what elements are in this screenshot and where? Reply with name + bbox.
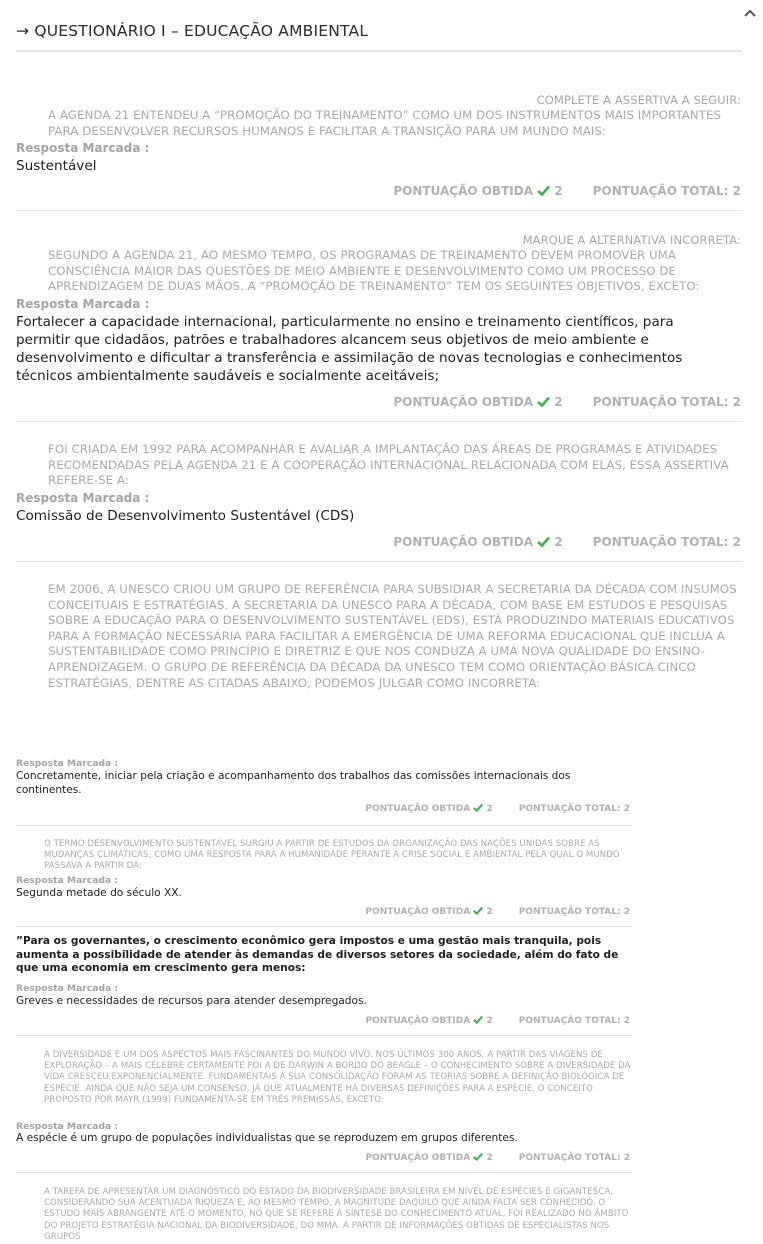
- score-total-label: PONTUAÇÃO TOTAL:: [518, 1016, 621, 1026]
- score-total-label: PONTUAÇÃO TOTAL:: [592, 395, 729, 409]
- question-intro: COMPLETE A ASSERTIVA A SEGUIR:: [536, 93, 741, 107]
- score-obtained-label: PONTUAÇÃO OBTIDA: [365, 1016, 471, 1026]
- score-obtained-label: PONTUAÇÃO OBTIDA: [393, 395, 533, 409]
- divider: [16, 825, 632, 826]
- score-obtained-label: PONTUAÇÃO OBTIDA: [393, 535, 533, 549]
- check-icon: [537, 396, 550, 407]
- answer-label: Resposta Marcada :: [16, 983, 119, 994]
- score-obtained-value: 2: [486, 907, 493, 917]
- score-obtained-value: 2: [486, 1153, 493, 1163]
- question-text: A DIVERSIDADE É UM DOS ASPECTOS MAIS FASCINANTES DO MUNDO VIVO. NOS ÚLTIMOS 300 ANOS, A PARTIR DAS VIAGENS DE EXPLORAÇÃO – A MAIS CÉLEBRE CERTAMENTE FOI A DE DARWIN A BORDO DO BEAGLE – O CONHECIMENTO SOBRE A DIVERSIDADE DA VIDA CRESCEU EXPONENCIALMENTE. FUNDAMENTAIS À SUA CONSOLIDAÇÃO FORAM AS TEORIAS SOBRE A DEFINIÇÃO BIOLÓGICA DE ESPÉCIE. AINDA QUE NÃO SEJA UM CONSENSO, JÁ QUE ATUALMENTE HÁ DIVERSAS DEFINIÇÕES PARA A ESPÉCIE, O CONCEITO PROPOSTO POR MAYR (1999) FUNDAMENTA-SE EM TRÊS PREMISSAS, EXCETO:: [44, 1050, 631, 1105]
- score-total-value: 2: [623, 804, 630, 814]
- score-total-label: PONTUAÇÃO TOTAL:: [518, 907, 621, 917]
- divider: [16, 1035, 632, 1036]
- score-total-value: 2: [732, 184, 741, 198]
- score-obtained-value: 2: [554, 535, 563, 549]
- score-line: [393, 535, 741, 549]
- question-text: A TAREFA DE APRESENTAR UM DIAGNÓSTICO DO ESTADO DA BIODIVERSIDADE BRASILEIRA EM NÍVEL DE ESPÉCIES É GIGANTESCA, CONSIDERANDO SUA ACENTUADA RIQUEZA E, AO MESMO TEMPO, A MAGNITUDE DAQUILO QUE AINDA FALTA SER CONHECIDO. O ESTUDO MAIS ABRANGENTE ATÉ O MOMENTO, NO QUE SE REFERE À SÍNTESE DO CONHECIMENTO ATUAL, FOI REALIZADO NO ÂMBITO DO PROJETO ESTRATÉGIA NACIONAL DA BIODIVERSIDADE, DO MMA. A PARTIR DE INFORMAÇÕES OBTIDAS DE ESPECIALISTAS NOS GRUPOS: [44, 1187, 629, 1242]
- score-obtained-value: 2: [486, 1016, 493, 1026]
- check-icon: [473, 1152, 483, 1161]
- score-total-value: 2: [623, 907, 630, 917]
- divider: [16, 421, 742, 422]
- answer-text: Comissão de Desenvolvimento Sustentável (CDS): [16, 508, 355, 524]
- question-text: O TERMO DESENVOLVIMENTO SUSTENTÁVEL SURGIU A PARTIR DE ESTUDOS DA ORGANIZAÇÃO DAS NAÇÕES UNIDAS SOBRE AS MUDANÇAS CLIMÁTICAS, COMO UMA RESPOSTA PARA A HUMANIDADE PERANTE A CRISE SOCIAL E AMBIENTAL PELA QUAL O MUNDO PASSAVA A PARTIR DA:: [44, 839, 620, 872]
- score-line: [393, 184, 741, 198]
- score-obtained-label: PONTUAÇÃO OBTIDA: [393, 184, 533, 198]
- answer-text: Segunda metade do século XX.: [16, 887, 182, 899]
- page-title: → QUESTIONÁRIO I – EDUCAÇÃO AMBIENTAL: [16, 22, 742, 52]
- answer-label: Resposta Marcada :: [16, 875, 119, 886]
- score-line: [393, 395, 741, 409]
- question-text: FOI CRIADA EM 1992 PARA ACOMPANHAR E AVALIAR A IMPLANTAÇÃO DAS ÁREAS DE PROGRAMAS E ATIVIDADES RECOMENDADAS PELA AGENDA 21 E A COOPERAÇÃO INTERNACIONAL RELACIONADA COM ELAS, ESSA ASSERTIVA REFERE-SE A:: [48, 442, 729, 488]
- answer-label: Resposta Marcada :: [16, 758, 119, 769]
- answer-text: A espécie é um grupo de populações individualistas que se reproduzem em grupos diferentes.: [16, 1132, 518, 1144]
- question-text: SEGUNDO A AGENDA 21, AO MESMO TEMPO, OS PROGRAMAS DE TREINAMENTO DEVEM PROMOVER UMA CONSCIÊNCIA MAIOR DAS QUESTÕES DE MEIO AMBIENTE E DESENVOLVIMENTO COMO UM PROCESSO DE APRENDIZAGEM DE DUAS MÃOS. A “PROMOÇÃO DE TREINAMENTO” TEM OS SEGUINTES OBJETIVOS, EXCETO:: [48, 248, 700, 294]
- answer-text: Fortalecer a capacidade internacional, particularmente no ensino e treinamento científicos, para permitir que cidadãos, patrões e trabalhadores alcancem seus objetivos de meio ambiente e desenvolvimento e dificultar a transferência e assimilação de novas tecnologias e conhecimentos técnicos ambientalmente saudáveis e socialmente aceitáveis;: [16, 314, 683, 384]
- score-line: [366, 1152, 630, 1163]
- question-text: ”Para os governantes, o crescimento econômico gera impostos e uma gestão mais tranquila, pois aumenta a possibilidade de atender às demandas de diversos setores da sociedade, além do fato de que uma economia em crescimento gera menos:: [16, 935, 619, 975]
- score-total-value: 2: [623, 1016, 630, 1026]
- score-line: [366, 1015, 630, 1026]
- answer-label: Resposta Marcada :: [16, 491, 150, 505]
- score-total-value: 2: [623, 1153, 630, 1163]
- answer-text: Greves e necessidades de recursos para atender desempregados.: [16, 995, 367, 1007]
- score-obtained-value: 2: [554, 184, 563, 198]
- question-text: EM 2006, A UNESCO CRIOU UM GRUPO DE REFERÊNCIA PARA SUBSIDIAR A SECRETARIA DA DÉCADA COM INSUMOS CONCEITUAIS E ESTRATÉGIAS. A SECRETARIA DA UNESCO PARA A DÉCADA, COM BASE EM ESTUDOS E PESQUISAS SOBRE A EDUCAÇÃO PARA O DESENVOLVIMENTO SUSTENTÁVEL (EDS), ESTÁ PRODUZINDO MATERIAIS EDUCATIVOS PARA A FORMAÇÃO NECESSÁRIA PARA FACILITAR A EMERGÊNCIA DE UMA REFORMA EDUCACIONAL QUE INCLUA A SUSTENTABILIDADE COMO PRINCÍPIO E DIRETRIZ E QUE NOS CONDUZA A UMA NOVA QUALIDADE DO ENSINO-APRENDIZAGEM. O GRUPO DE REFERÊNCIA DA DÉCADA DA UNESCO TEM COMO ORIENTAÇÃO BÁSICA CINCO ESTRATÉGIAS, DENTRE AS CITADAS ABAIXO, PODEMOS JULGAR COMO INCORRETA:: [48, 582, 737, 690]
- score-total-label: PONTUAÇÃO TOTAL:: [592, 535, 729, 549]
- score-total-label: PONTUAÇÃO TOTAL:: [592, 184, 729, 198]
- score-line: [366, 803, 630, 814]
- score-obtained-value: 2: [486, 804, 493, 814]
- score-line: [366, 906, 630, 917]
- check-icon: [473, 906, 483, 915]
- collapse-icon[interactable]: [743, 8, 757, 18]
- answer-text: Sustentável: [16, 158, 97, 174]
- score-total-value: 2: [732, 535, 741, 549]
- question-intro: MARQUE A ALTERNATIVA INCORRETA:: [522, 233, 741, 247]
- score-total-label: PONTUAÇÃO TOTAL:: [518, 1153, 621, 1163]
- answer-text: Concretamente, iniciar pela criação e acompanhamento dos trabalhos das comissões internacionais dos continentes.: [16, 770, 571, 796]
- divider: [16, 1172, 632, 1173]
- divider: [16, 210, 742, 211]
- score-obtained-label: PONTUAÇÃO OBTIDA: [365, 907, 471, 917]
- score-total-value: 2: [732, 395, 741, 409]
- score-obtained-label: PONTUAÇÃO OBTIDA: [365, 804, 471, 814]
- check-icon: [473, 803, 483, 812]
- score-obtained-label: PONTUAÇÃO OBTIDA: [365, 1153, 471, 1163]
- check-icon: [473, 1015, 483, 1024]
- check-icon: [537, 536, 550, 547]
- score-total-label: PONTUAÇÃO TOTAL:: [518, 804, 621, 814]
- check-icon: [537, 185, 550, 196]
- answer-label: Resposta Marcada :: [16, 141, 150, 155]
- divider: [16, 926, 632, 927]
- divider: [16, 561, 742, 562]
- question-text: A AGENDA 21 ENTENDEU A “PROMOÇÃO DO TREINAMENTO” COMO UM DOS INSTRUMENTOS MAIS IMPORTANTES PARA DESENVOLVER RECURSOS HUMANOS E FACILITAR A TRANSIÇÃO PARA UM MUNDO MAIS:: [48, 108, 722, 138]
- score-obtained-value: 2: [554, 395, 563, 409]
- answer-label: Resposta Marcada :: [16, 1121, 119, 1132]
- answer-label: Resposta Marcada :: [16, 297, 150, 311]
